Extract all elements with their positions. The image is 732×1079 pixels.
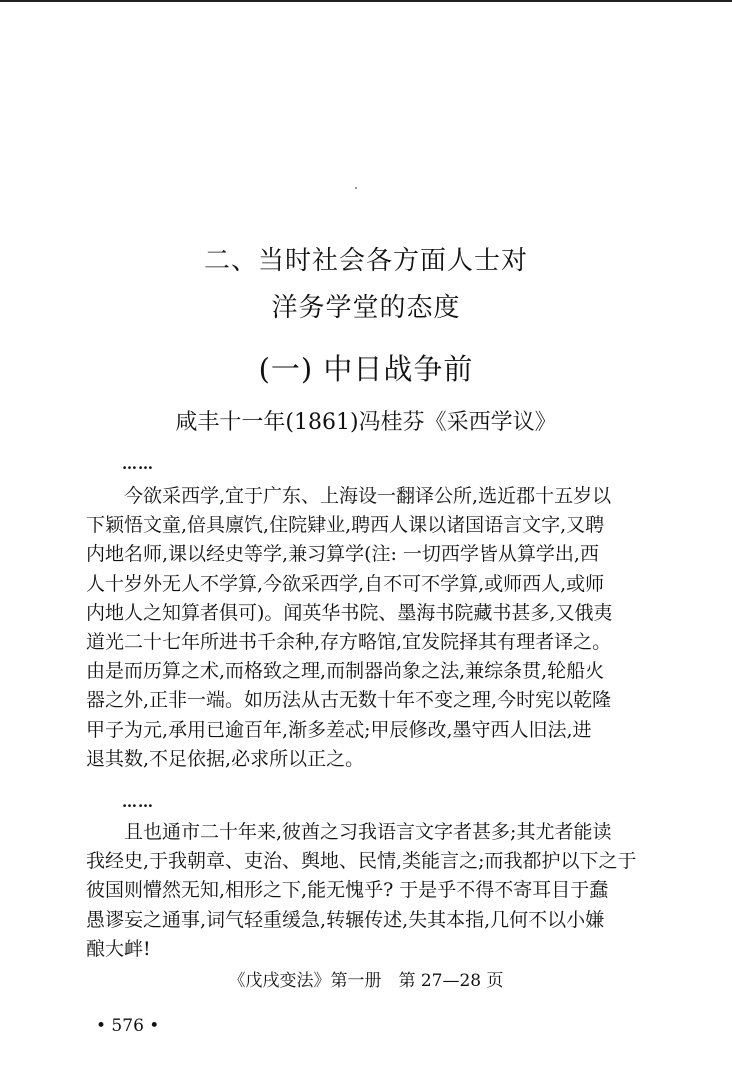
page-number: • 576 • — [96, 1016, 160, 1036]
paragraph-line: 我经史,于我朝章、吏治、舆地、民情,类能言之;而我都护以下之于 — [86, 850, 637, 873]
chapter-title-line-2: 洋务学堂的态度 — [271, 293, 461, 323]
paragraph-line: 下颖悟文童,倍具廪饩,住院肄业,聘西人课以诸国语言文字,又聘 — [86, 514, 605, 537]
paragraph-line: 今欲采西学,宜于广东、上海设一翻译公所,选近郡十五岁以 — [124, 485, 612, 507]
paragraph-2 — [86, 818, 658, 964]
paragraph-line: 退其数,不足依据,必求所以正之。 — [86, 747, 365, 770]
section-heading: (一) 中日战争前 — [258, 352, 474, 386]
paragraph-line: 道光二十七年所进书千余种,存方略馆,宜发院择其有理者译之。 — [86, 630, 612, 653]
paragraph-line: 愚谬妄之通事,词气轻重缓急,转辗传述,失其本指,几何不以小嫌 — [86, 908, 605, 931]
paragraph-line: 甲子为元,承用已逾百年,渐多差忒;甲辰修改,墨守西人旧法,进 — [86, 718, 592, 741]
paragraph-line: 彼国则懵然无知,相形之下,能无愧乎? 于是乎不得不寄耳目于蠢 — [86, 879, 609, 902]
paragraph-line: 由是而历算之术,而格致之理,而制器尚象之法,兼综条贯,轮船火 — [86, 660, 605, 683]
ellipsis-top: …… — [122, 455, 154, 473]
paragraph-line: 酿大衅! — [86, 937, 151, 960]
print-speck — [355, 187, 357, 189]
paragraph-line: 内地人之知算者俱可)。闻英华书院、墨海书院藏书甚多,又俄夷 — [86, 601, 613, 624]
paragraph-line: 内地名师,课以经史等学,兼习算学(注: 一切西学皆从算学出,西 — [86, 543, 599, 566]
ellipsis-middle: …… — [122, 793, 154, 811]
chapter-title-line-1: 二、当时社会各方面人士对 — [203, 246, 528, 276]
paragraph-line: 器之外,正非一端。如历法从古无数十年不变之理,今时宪以乾隆 — [86, 689, 612, 712]
source-citation: 《戊戌变法》第一册 第 27—28 页 — [228, 971, 504, 991]
paragraph-1 — [86, 482, 658, 774]
top-border-line — [0, 0, 732, 2]
document-heading: 咸丰十一年(1861)冯桂芬《采西学议》 — [175, 410, 557, 435]
paragraph-line: 且也通市二十年来,彼酋之习我语言文字者甚多;其尤者能读 — [124, 821, 612, 843]
paragraph-line: 人十岁外无人不学算,今欲采西学,自不可不学算,或师西人,或师 — [86, 572, 605, 595]
